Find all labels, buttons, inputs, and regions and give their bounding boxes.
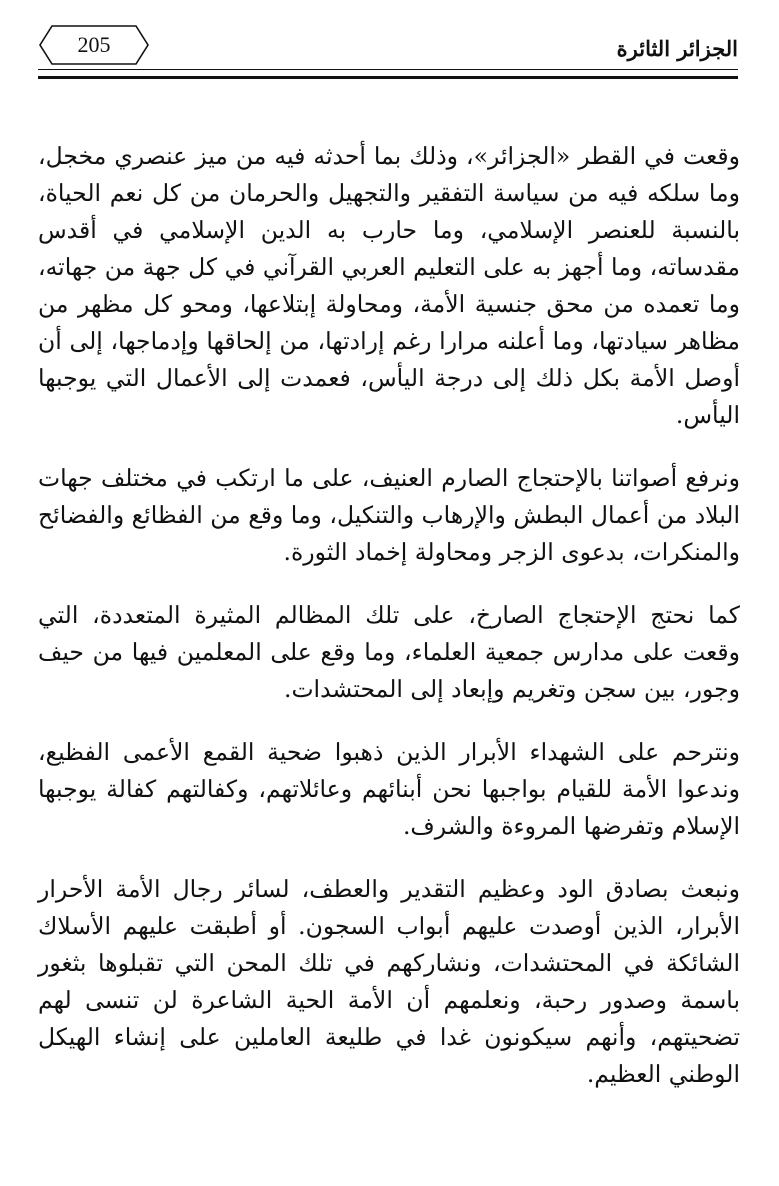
running-title: الجزائر الثائرة <box>616 36 738 61</box>
page-number: 205 <box>77 32 111 57</box>
body-text <box>38 138 740 1119</box>
page-number-badge <box>38 22 150 68</box>
paragraph: ونترحم على الشهداء الأبرار الذين ذهبوا ضحية القمع الأعمى الفظيع، وندعوا الأمة للقيام بواجبها نحن أبنائهم وعائلاتهم، وكفالتهم كفالة يوجبها الإسلام وتفرضها المروءة والشرف. <box>38 738 740 840</box>
paragraph: ونبعث بصادق الود وعظيم التقدير والعطف، لسائر رجال الأمة الأحرار الأبرار، الذين أوصدت عليهم أبواب السجون. أو أطبقت عليهم الأسلاك الشائكة في المحتشدات، ونشاركهم في تلك المحن التي تقبلوها بثغور باسمة وصدور رحبة، ونعلمهم أن الأمة الحية الشاعرة لن تنسى لهم تضحيتهم، وأنهم سيكونون غدا في طليعة العاملين على إنشاء الهيكل الوطني العظيم. <box>38 875 740 1088</box>
paragraph: كما نحتج الإحتجاج الصارخ، على تلك المظالم المثيرة المتعددة، التي وقعت على مدارس جمعية العلماء، وما وقع على المعلمين فيها من حيف وجور، بين سجن وتغريم وإبعاد إلى المحتشدات. <box>38 601 740 703</box>
paragraph: وقعت في القطر «الجزائر»، وذلك بما أحدثه فيه من ميز عنصري مخجل، وما سلكه فيه من سياسة التفقير والتجهيل والحرمان من كل نعم الحياة، بالنسبة للعنصر الإسلامي، وما حارب به الدين الإسلامي في أقدس مقدساته، وما أجهز به على التعليم العربي القرآني في كل جهة من جهاته، وما تعمده من محق جنسية الأمة، ومحاولة إبتلاعها، ومحو كل مظهر من مظاهر سيادتها، وما أعلنه مرارا رغم إرادتها، من إلحاقها وإدماجها، إلى أن أوصل الأمة بكل ذلك إلى درجة اليأس، فعمدت إلى الأعمال التي يوجبها اليأس. <box>38 142 740 429</box>
header-rule-thin <box>38 69 738 70</box>
paragraph: ونرفع أصواتنا بالإحتجاج الصارم العنيف، على ما ارتكب في مختلف جهات البلاد من أعمال البطش والإرهاب والتنكيل، وما وقع من الفظائع والفضائح والمنكرات، بدعوى الزجر ومحاولة إخماد الثورة. <box>38 464 740 566</box>
header-rule-thick <box>38 76 738 79</box>
